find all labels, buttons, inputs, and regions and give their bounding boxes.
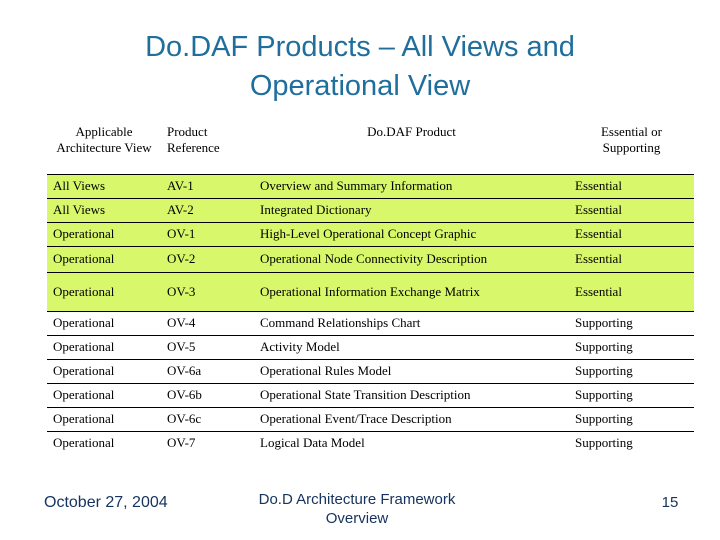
cell-reference: OV-2 — [167, 251, 196, 266]
footer-title-line-1: Do.D Architecture Framework — [258, 491, 456, 508]
header-architecture-view: Applicable Architecture View — [56, 124, 152, 155]
cell-status: Essential — [575, 178, 622, 193]
table-row — [47, 311, 694, 335]
cell-reference: OV-6b — [167, 387, 202, 402]
cell-product: Operational Rules Model — [260, 363, 392, 378]
table-row — [47, 222, 694, 246]
cell-view: Operational — [53, 251, 115, 266]
footer-title — [247, 490, 467, 528]
cell-status: Essential — [575, 202, 622, 217]
cell-reference: OV-6a — [167, 363, 202, 378]
cell-view: Operational — [53, 339, 115, 354]
cell-product: Logical Data Model — [260, 435, 365, 451]
table-row — [47, 174, 694, 198]
cell-view: Operational — [53, 411, 115, 426]
cell-status: Supporting — [575, 339, 633, 354]
slide-title — [0, 28, 720, 106]
cell-reference: OV-5 — [167, 339, 196, 354]
cell-product: Operational Node Connectivity Description — [260, 251, 488, 266]
cell-view: Operational — [53, 387, 115, 402]
table-row — [47, 407, 694, 431]
cell-product: Command Relationships Chart — [260, 315, 421, 330]
header-essential-supporting: Essential or Supporting — [600, 124, 662, 155]
cell-status: Essential — [575, 251, 622, 266]
slide-title-line-2: Operational View — [249, 70, 471, 102]
table-row — [47, 246, 694, 272]
cell-view: Operational — [53, 363, 115, 378]
table-header-row — [47, 118, 694, 174]
cell-product: Operational State Transition Description — [260, 387, 471, 402]
cell-view: Operational — [53, 226, 115, 241]
cell-product: Operational Information Exchange Matrix — [260, 283, 480, 299]
products-table — [47, 118, 694, 455]
cell-view: Operational — [53, 315, 115, 330]
cell-reference: OV-4 — [167, 315, 196, 330]
cell-view: All Views — [53, 178, 106, 193]
cell-reference: OV-3 — [167, 283, 196, 299]
cell-status: Supporting — [575, 411, 633, 426]
page-number: 15 — [661, 494, 679, 511]
cell-status: Supporting — [575, 363, 633, 378]
cell-view: Operational — [53, 283, 115, 299]
cell-product: Operational Event/Trace Description — [260, 411, 452, 426]
cell-view: Operational — [53, 435, 115, 451]
cell-status: Essential — [575, 283, 622, 299]
cell-status: Essential — [575, 226, 622, 241]
header-dodaf-product: Do.DAF Product — [367, 124, 456, 139]
cell-product: Integrated Dictionary — [260, 202, 372, 217]
footer-date: October 27, 2004 — [44, 494, 168, 511]
table-row — [47, 431, 694, 455]
table-row — [47, 359, 694, 383]
cell-reference: OV-6c — [167, 411, 202, 426]
header-product-reference: Product Reference — [167, 124, 220, 155]
cell-reference: AV-1 — [167, 178, 194, 193]
table-body — [47, 174, 694, 455]
table-row — [47, 198, 694, 222]
cell-reference: OV-1 — [167, 226, 196, 241]
table-row — [47, 272, 694, 311]
cell-status: Supporting — [575, 435, 633, 451]
cell-reference: OV-7 — [167, 435, 196, 451]
table-row — [47, 335, 694, 359]
cell-view: All Views — [53, 202, 106, 217]
footer-title-line-2: Overview — [325, 510, 389, 527]
cell-status: Supporting — [575, 315, 633, 330]
cell-reference: AV-2 — [167, 202, 194, 217]
cell-product: Overview and Summary Information — [260, 178, 453, 193]
slide-title-line-1: Do.DAF Products – All Views and — [145, 31, 575, 63]
table-row — [47, 383, 694, 407]
cell-product: Activity Model — [260, 339, 340, 354]
cell-status: Supporting — [575, 387, 633, 402]
cell-product: High-Level Operational Concept Graphic — [260, 226, 477, 241]
